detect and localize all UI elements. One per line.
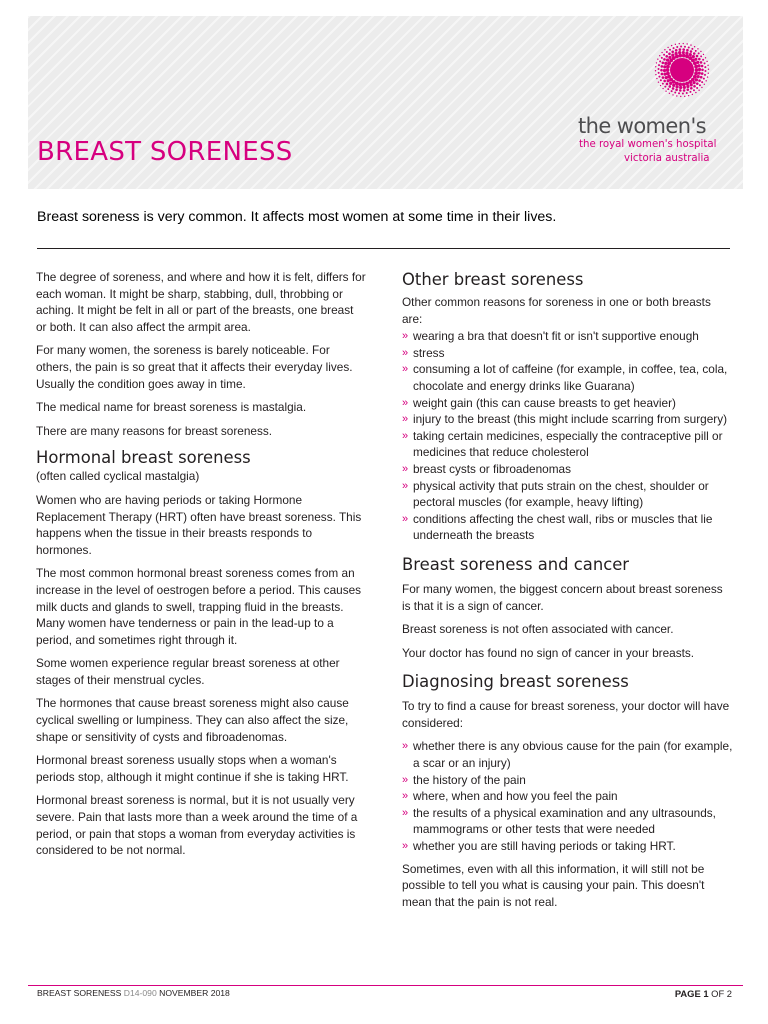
list-item: [402, 788, 734, 805]
list-item-text: physical activity that puts strain on the chest, shoulder or pectoral muscles (for example, heavy lifting): [413, 478, 709, 510]
logo-dot: [660, 85, 661, 86]
logo-dot: [655, 70, 656, 71]
paragraph: For many women, the biggest concern about breast soreness is that it is a sign of cancer.: [402, 581, 723, 613]
logo-dot: [683, 89, 686, 92]
list-item: [402, 395, 734, 412]
logo-dot: [675, 85, 678, 88]
paragraph: Some women experience regular breast soreness at other stages of their menstrual cycles.: [36, 656, 340, 687]
list-item-text: where, when and how you feel the pain: [413, 789, 618, 804]
footer-doc-info: [37, 988, 230, 998]
logo-dot: [671, 54, 674, 57]
logo-dot: [686, 49, 689, 52]
page-title: BREAST SORENESS: [37, 137, 293, 167]
logo-dot: [682, 54, 686, 58]
logo-dot: [690, 87, 693, 90]
logo-dot: [661, 65, 664, 68]
logo-dot: [696, 82, 699, 85]
logo-dot: [655, 66, 656, 67]
logo-dot: [682, 82, 686, 86]
section-heading-other: Other breast soreness: [402, 270, 584, 289]
logo-dot: [703, 78, 705, 80]
logo-dot: [700, 61, 703, 64]
list-item: [402, 428, 734, 461]
logo-dot: [663, 58, 666, 61]
logo-dot: [708, 69, 709, 70]
logo-dot: [658, 72, 660, 74]
footer-doc-title: BREAST SORENESS: [37, 988, 122, 998]
logo-name: the women's: [578, 114, 706, 138]
logo-dot: [671, 50, 674, 53]
paragraph: The most common hormonal breast soreness comes from an increase in the level of oestrogen before a period. This causes milk ducts and glands to swell, trapping fluid in the breasts. Many women have tenderness or pain in the lead-up to a period, and sometimes right through it.: [36, 566, 362, 647]
logo-dot: [697, 64, 700, 67]
logo-dot: [675, 49, 678, 52]
paragraph: The hormones that cause breast soreness might also cause cyclical swelling or lumpiness. They can also affect the size, shape or sensitivity of cysts and fibroadenomas.: [36, 696, 349, 744]
list-item-text: the results of a physical examination and any ultrasounds, mammograms or other tests that were needed: [413, 805, 716, 837]
logo-dot: [659, 55, 660, 56]
logo-dot: [666, 59, 669, 62]
logo-subtitle: the royal women's hospital: [579, 139, 717, 150]
logo-dot: [657, 58, 658, 59]
logo-dot: [662, 88, 663, 89]
logo-dot: [701, 72, 704, 75]
logo-dot: [693, 52, 696, 55]
logo-dot: [673, 47, 675, 49]
logo-dot: [672, 94, 673, 95]
logo-dot: [661, 57, 663, 59]
logo-dot: [683, 86, 686, 89]
logo-dot: [700, 76, 703, 79]
logo-dot: [702, 59, 704, 61]
logo-dot: [659, 60, 661, 62]
logo-dot: [666, 68, 670, 72]
logo-dot: [663, 80, 666, 83]
logo-dot: [675, 88, 678, 91]
logo-dot: [698, 72, 701, 75]
list-item-text: whether you are still having periods or taking HRT.: [413, 839, 676, 854]
logo-dot: [678, 51, 681, 54]
logo-dot: [694, 65, 698, 69]
bullet-icon: »: [402, 330, 409, 343]
logo-dot: [658, 68, 660, 70]
logo-dot: [698, 52, 700, 54]
section-heading-diagnosing: Diagnosing breast soreness: [402, 672, 629, 692]
right-column: [402, 270, 734, 917]
logo-dot: [664, 49, 665, 50]
list-item: [402, 411, 734, 428]
list-item-text: the history of the pain: [413, 772, 526, 787]
footer-doc-code: D14-090: [123, 988, 157, 998]
logo-dot: [679, 86, 682, 89]
paragraph: Other common reasons for soreness in one or both breasts are:: [402, 295, 711, 326]
logo-dot: [687, 88, 690, 91]
logo-dot: [665, 76, 668, 79]
logo-dot: [690, 50, 693, 53]
logo-dot: [703, 54, 704, 55]
logo-dot: [676, 95, 677, 96]
logo-dot: [695, 50, 697, 52]
logo-dot: [692, 55, 695, 58]
logo-dot: [701, 81, 703, 83]
logo-location: victoria australia: [624, 153, 710, 164]
logo-dot: [675, 44, 676, 45]
footer-page-of: OF 2: [711, 988, 732, 999]
logo-dot: [705, 80, 706, 81]
logo-dot: [680, 46, 682, 48]
logo-dot: [663, 73, 666, 76]
bullet-icon: »: [402, 806, 409, 819]
footer-page-number: [675, 988, 732, 999]
logo-dot: [696, 61, 699, 64]
logo-dot: [684, 96, 685, 97]
bullet-icon: »: [402, 773, 409, 786]
logo-dot: [678, 54, 682, 58]
logo-dot: [689, 91, 691, 93]
logo-dot: [695, 92, 696, 93]
logo-dot: [682, 51, 685, 54]
logo-dot: [662, 76, 665, 79]
logo-dot: [691, 48, 693, 50]
logo-dot: [704, 74, 706, 76]
logo-dot: [688, 46, 690, 48]
hospital-logo: [574, 40, 734, 170]
logo-core: [670, 58, 694, 82]
logo-dot: [658, 76, 660, 78]
diagnosis-list: [402, 738, 734, 854]
logo-dot: [694, 46, 695, 47]
logo-dot: [685, 82, 689, 86]
logo-dot: [698, 68, 701, 71]
logo-dot: [696, 87, 698, 89]
logo-dot: [686, 92, 688, 94]
list-item-text: whether there is any obvious cause for the pain (for example, a scar or an injury): [413, 739, 733, 771]
paragraph: There are many reasons for breast soreness.: [36, 423, 273, 438]
logo-dot: [698, 79, 701, 82]
pink-dotted-burst-logo-icon: [652, 40, 712, 100]
logo-dot: [688, 95, 689, 96]
logo-dot: [707, 65, 708, 66]
divider: [37, 248, 730, 249]
logo-dot: [690, 83, 693, 86]
logo-dot: [693, 85, 696, 88]
logo-dot: [666, 51, 668, 53]
logo-dot: [695, 78, 698, 81]
logo-dot: [661, 52, 662, 53]
logo-dot: [669, 49, 671, 51]
list-item-text: stress: [413, 345, 445, 360]
logo-dot: [680, 96, 681, 97]
bullet-icon: »: [402, 840, 409, 853]
logo-dot: [693, 89, 695, 91]
logo-dot: [668, 52, 671, 55]
paragraph: The medical name for breast soreness is mastalgia.: [36, 400, 307, 415]
logo-dot: [692, 81, 695, 84]
bullet-icon: »: [402, 512, 409, 525]
paragraph: Your doctor has found no sign of cancer in your breasts.: [402, 645, 695, 660]
list-item: [402, 772, 734, 789]
logo-dot: [666, 72, 670, 76]
other-causes-list: [402, 328, 734, 544]
bullet-icon: »: [402, 429, 409, 442]
logo-dot: [686, 85, 689, 88]
list-item: [402, 345, 734, 362]
bullet-icon: »: [402, 790, 409, 803]
logo-dot: [693, 61, 697, 65]
paragraph: Women who are having periods or taking Hormone Replacement Therapy (HRT) often have breast soreness. This happens when the tissue in their breasts responds to hormones.: [36, 492, 362, 557]
logo-dot: [679, 43, 680, 44]
logo-dot: [663, 69, 666, 72]
logo-dot: [698, 90, 699, 91]
logo-dot: [685, 52, 688, 55]
logo-dot: [683, 43, 684, 44]
bullet-icon: »: [402, 479, 409, 492]
list-item-text: consuming a lot of caffeine (for example, in coffee, tea, cola, chocolate and energy drinks like Guarana): [413, 362, 728, 393]
logo-dot: [704, 70, 706, 72]
logo-dot: [694, 72, 698, 76]
logo-dot: [704, 66, 706, 68]
footer-divider: [28, 985, 743, 986]
logo-dot: [701, 69, 704, 72]
logo-dot: [675, 52, 678, 55]
list-item: [402, 328, 734, 345]
logo-dot: [674, 92, 676, 94]
logo-dot: [662, 61, 665, 64]
logo-dot: [700, 51, 701, 52]
logo-dot: [658, 64, 660, 66]
list-item-text: conditions affecting the chest wall, ribs or muscles that lie underneath the breasts: [413, 511, 713, 543]
logo-dot: [697, 48, 698, 49]
list-item: [402, 511, 734, 544]
bullet-icon: »: [402, 413, 409, 426]
list-item: [402, 738, 734, 771]
logo-dot: [664, 86, 666, 88]
logo-dot: [661, 73, 664, 76]
logo-dot: [664, 62, 667, 65]
paragraph: For many women, the soreness is barely noticeable. For others, the pain is so great that it affects their everyday lives. Usually the condition goes away in time.: [36, 343, 353, 391]
logo-dot: [667, 79, 670, 82]
list-item: [402, 478, 734, 511]
bullet-icon: »: [402, 740, 409, 753]
section-note: (often called cyclical mastalgia): [36, 469, 200, 484]
logo-dot: [655, 74, 656, 75]
logo-dot: [690, 44, 691, 45]
logo-dot: [704, 84, 705, 85]
logo-dot: [660, 79, 662, 81]
logo-dot: [704, 62, 706, 64]
logo-dot: [701, 65, 704, 68]
list-item-text: wearing a bra that doesn't fit or isn't supportive enough: [413, 329, 699, 344]
logo-dot: [689, 53, 692, 56]
bullet-icon: »: [402, 396, 409, 409]
paragraph: Hormonal breast soreness is normal, but it is not usually very severe. Pain that lasts more than a week around the time of a period, or pain that stops a woman from everyday activities is considered to be not normal.: [36, 793, 358, 858]
logo-dot: [656, 62, 657, 63]
bullet-icon: »: [402, 346, 409, 359]
logo-dot: [678, 92, 680, 94]
list-item-text: injury to the breast (this might include scarring from surgery): [413, 412, 728, 427]
logo-dot: [698, 58, 701, 61]
logo-dot: [671, 90, 673, 92]
logo-dot: [707, 76, 708, 77]
logo-dot: [669, 85, 672, 88]
logo-dot: [663, 65, 666, 68]
footer-page-label: PAGE 1: [674, 988, 709, 999]
logo-dot: [665, 55, 668, 58]
logo-dot: [656, 78, 657, 79]
logo-dot: [669, 93, 670, 94]
logo-dot: [700, 55, 702, 57]
list-item: [402, 361, 734, 394]
logo-dot: [662, 83, 664, 85]
logo-dot: [671, 45, 672, 46]
logo-dot: [705, 57, 706, 58]
logo-dot: [666, 83, 669, 86]
paragraph: The degree of soreness, and where and how it is felt, differs for each woman. It might be sharp, stabbing, dull, throbbing or aching. It might be felt in all or part of the breasts, one breast or both. It can also affect the armpit area.: [36, 270, 366, 334]
list-item-text: weight gain (this can cause breasts to get heavier): [413, 395, 676, 410]
logo-dot: [679, 89, 682, 92]
logo-dot: [660, 69, 663, 72]
paragraph: Sometimes, even with all this information, it will still not be possible to tell you what is causing your pain. This doesn't mean that the pain is not real.: [402, 861, 705, 909]
list-item-text: taking certain medicines, especially the contraceptive pill or medicines that reduce cholesterol: [413, 428, 723, 460]
section-heading-cancer: Breast soreness and cancer: [402, 554, 630, 574]
bullet-icon: »: [402, 462, 409, 475]
logo-dot: [697, 75, 700, 78]
list-item: [402, 838, 734, 855]
logo-dot: [708, 73, 709, 74]
logo-dot: [676, 46, 678, 48]
list-item: [402, 805, 734, 838]
logo-dot: [684, 46, 686, 48]
logo-dot: [679, 48, 682, 51]
paragraph: Hormonal breast soreness usually stops when a woman's periods stop, although it might continue if she is taking HRT.: [36, 753, 349, 784]
logo-dot: [692, 94, 693, 95]
list-item-text: breast cysts or fibroadenomas: [413, 461, 572, 476]
logo-dot: [686, 43, 687, 44]
logo-dot: [658, 81, 659, 82]
left-column: [36, 269, 366, 866]
logo-dot: [701, 87, 702, 88]
logo-dot: [672, 87, 675, 90]
logo-dot: [682, 92, 684, 94]
logo-dot: [667, 47, 668, 48]
intro-text: Breast soreness is very common. It affects most women at some time in their lives.: [37, 209, 557, 225]
logo-dot: [695, 68, 699, 72]
logo-dot: [666, 65, 670, 69]
paragraph: To try to find a cause for breast soreness, your doctor will have considered:: [402, 699, 730, 730]
logo-dot: [682, 48, 685, 51]
logo-dot: [706, 61, 707, 62]
logo-dot: [672, 84, 675, 87]
logo-dot: [667, 88, 669, 90]
logo-dot: [694, 58, 697, 61]
logo-dot: [696, 55, 699, 58]
logo-dot: [668, 56, 671, 59]
logo-dot: [667, 75, 671, 79]
list-item: [402, 461, 734, 478]
logo-dot: [665, 90, 666, 91]
logo-dot: [669, 82, 672, 85]
paragraph: Breast soreness is not often associated with cancer.: [402, 622, 674, 637]
section-heading-hormonal: Hormonal breast soreness: [36, 448, 251, 468]
logo-dot: [675, 55, 679, 59]
bullet-icon: »: [402, 363, 409, 376]
logo-dot: [699, 84, 701, 86]
footer-date: NOVEMBER 2018: [159, 988, 230, 998]
logo-dot: [678, 82, 682, 86]
logo-dot: [663, 54, 665, 56]
